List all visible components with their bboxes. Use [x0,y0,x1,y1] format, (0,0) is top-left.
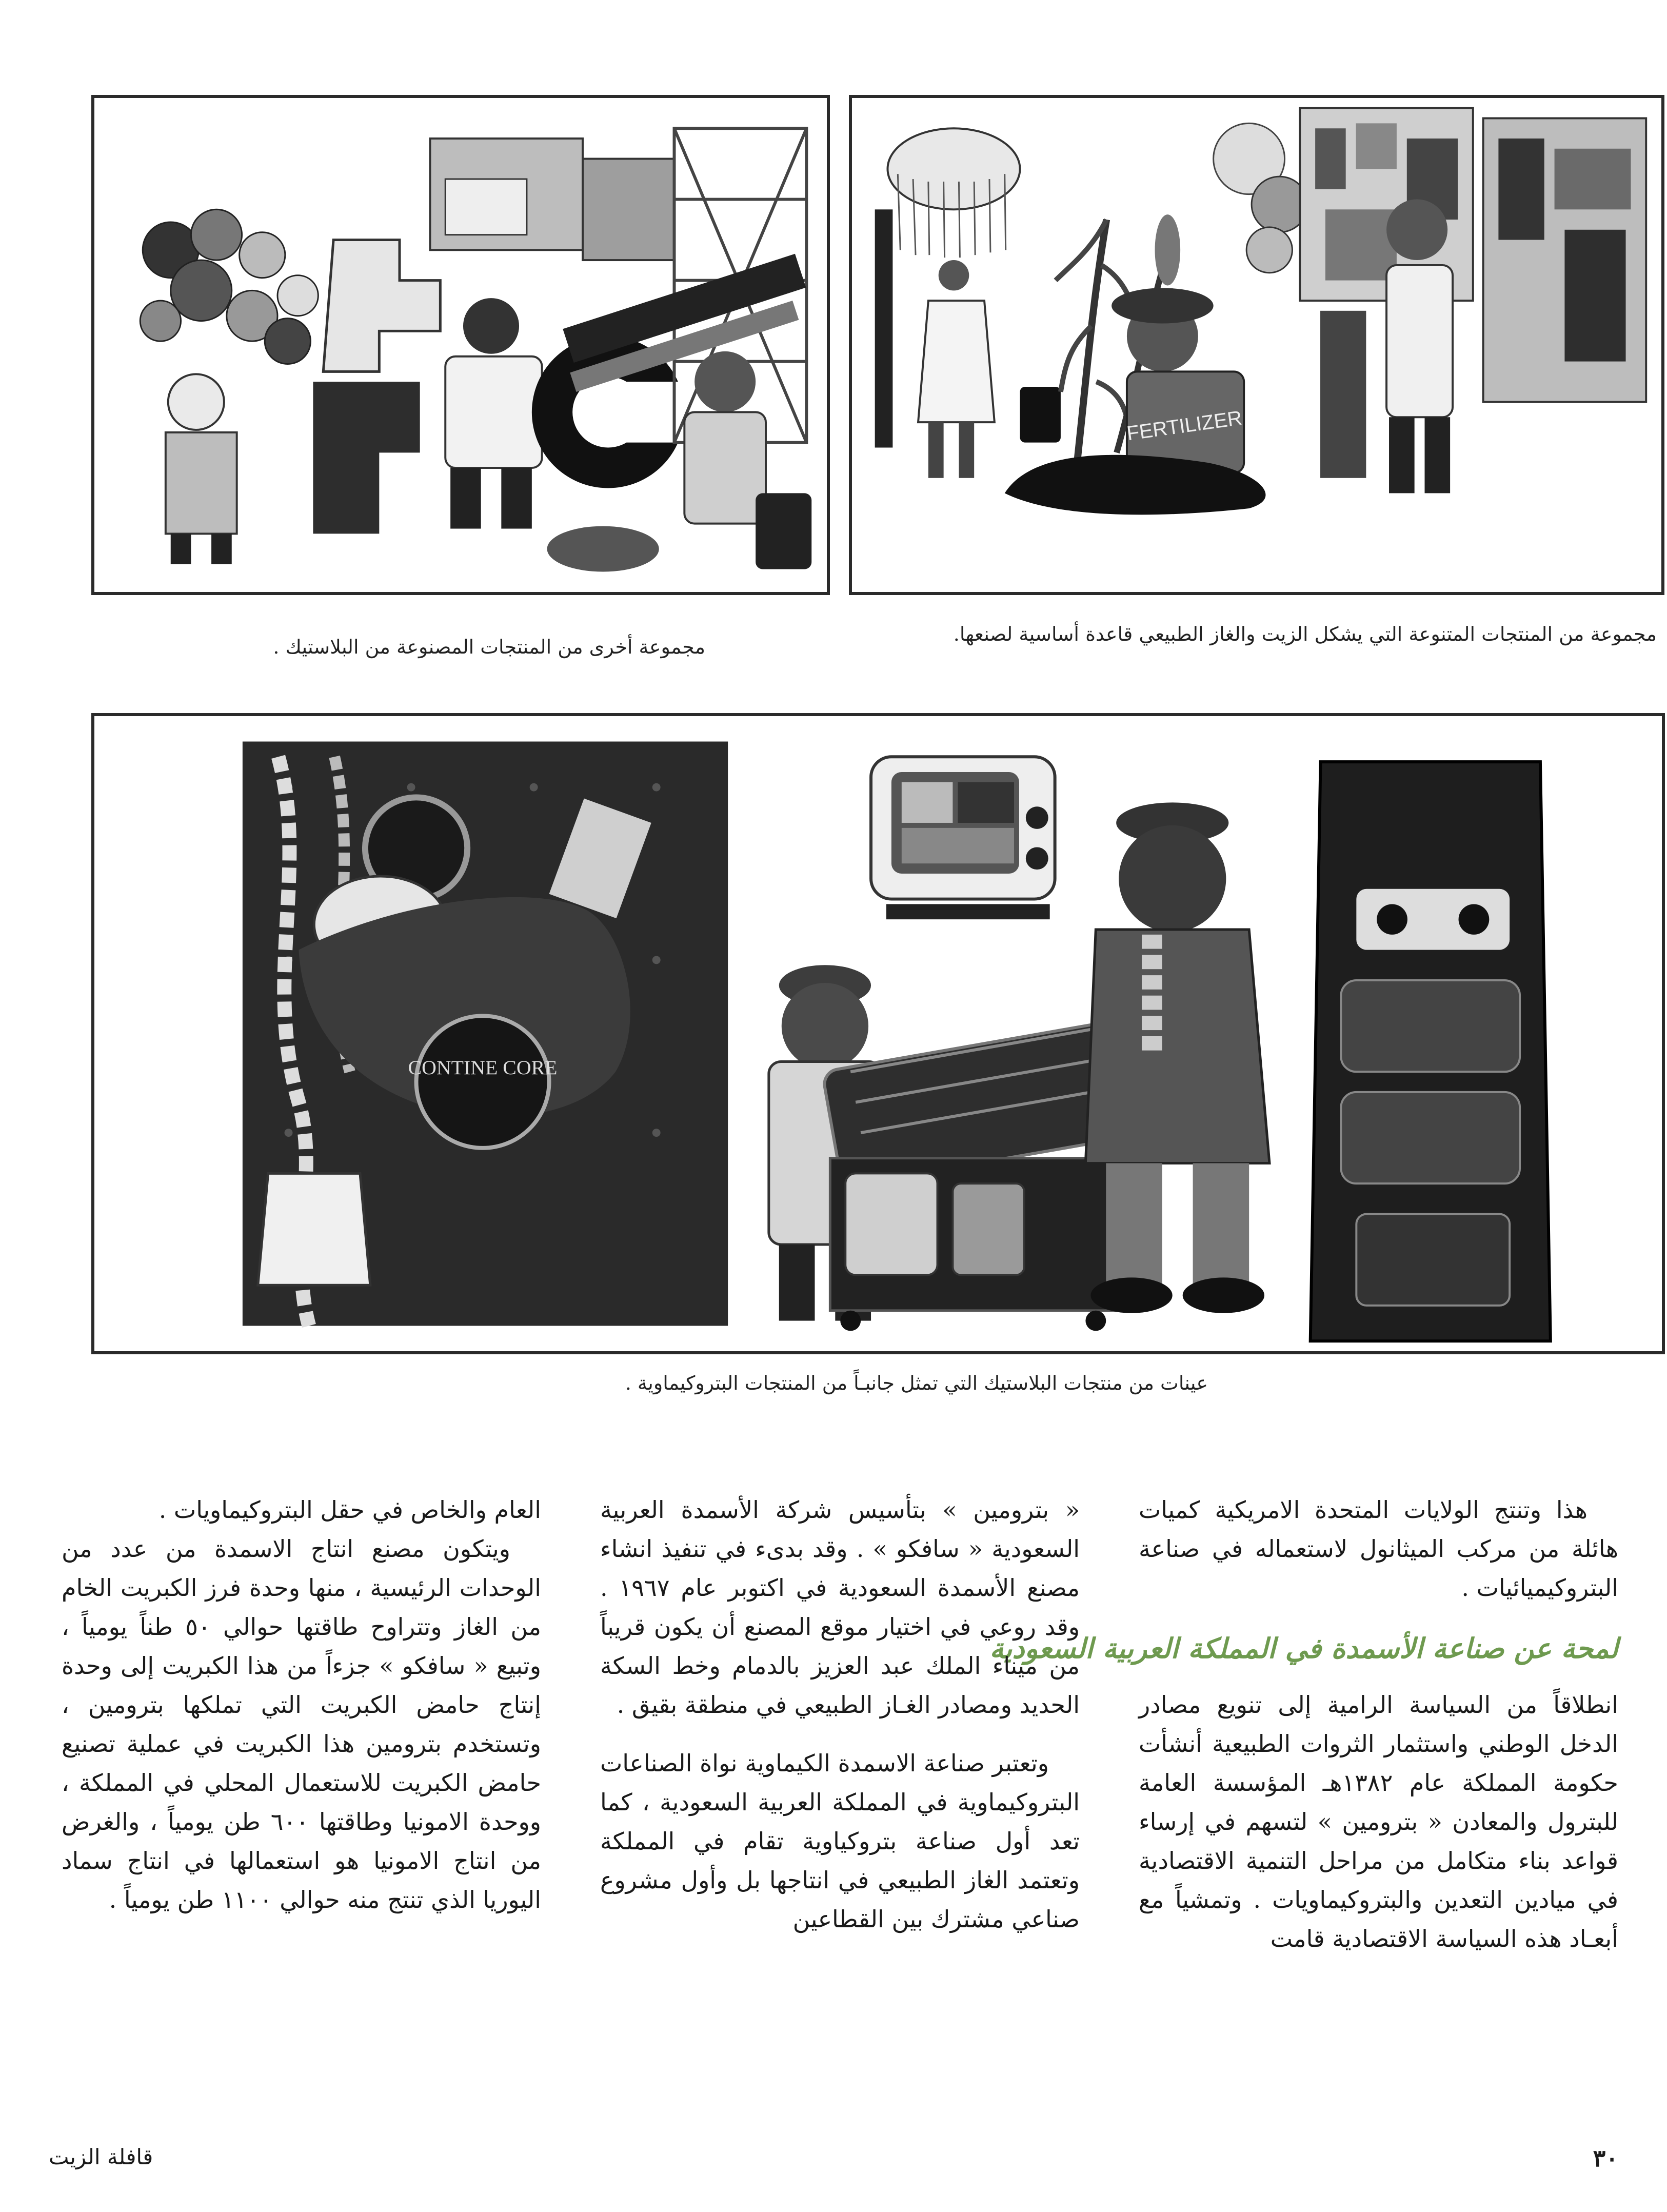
jacket-badge-text: CONTINE CORE [408,1056,558,1079]
caption-petrochemical-products: مجموعة من المنتجات المتنوعة التي يشكل الزيت والغاز الطبيعي قاعدة أساسية لصنعها. [953,623,1657,645]
illustration-graphic [94,716,1662,1351]
journal-name: قافلة الزيت [49,2144,153,2169]
column-middle [600,1490,1080,1939]
paragraph: انطلاقاً من السياسة الرامية إلى تنويع مصادر الدخل الوطني واستثمار الثروات الطبيعية أنشأت حكومة المملكة عام ١٣٨٢هـ المؤسسة العامة للبترول والمعادن « بترومين » لتسهم في إرساء قواعد بناء متكامل من مراحل التنمية الاقتصادية في ميادين التعدين والبتروكيماويات . وتمشياً مع أبعـاد هذه السياسة الاقتصادية قامت [1139,1691,1618,1952]
fertilizer-label: FERTILIZER [1125,406,1244,445]
caption-plastic-products: مجموعة أخرى من المنتجات المصنوعة من البلاستيك . [273,636,705,658]
page-number: ٣٠ [1593,2144,1618,2172]
column-left [62,1490,541,1919]
illustration-graphic [94,98,827,592]
paragraph: وتعتبر صناعة الاسمدة الكيماوية نواة الصناعات البتروكيماوية في المملكة العربية السعودية ، كما تعد أول صناعة بتروكياوية تقام في المملكة وتعتمد الغاز الطبيعي في انتاجها بل وأول مشروع صناعي مشترك بين القطاعين [600,1749,1080,1933]
illustration-graphic [852,98,1661,592]
illustration-petrochemical-products [849,95,1664,595]
illustration-plastic-samples [91,713,1665,1354]
illustration-plastic-products [91,95,830,595]
paragraph: هذا وتنتج الولايات المتحدة الامريكية كميات هائلة من مركب الميثانول لاستعماله في صناعة البتروكيميائيات . [1139,1496,1618,1602]
caption-plastic-samples: عينات من منتجات البلاستيك التي تمثل جانبـاً من المنتجات البتروكيماوية . [625,1372,1208,1394]
paragraph: « بترومين » بتأسيس شركة الأسمدة العربية السعودية « سافكو » . وقد بدىء في تنفيذ انشاء مصنع الأسمدة السعودية في اكتوبر عام ١٩٦٧ . وقد روعي في اختيار موقع المصنع أن يكون قريباً من ميناء الملك عبد العزيز بالدمام وخط السكة الحديد ومصادر الغـاز الطبيعي في منطقة بقيق . [600,1496,1080,1719]
paragraph: ويتكون مصنع انتاج الاسمدة من عدد من الوحدات الرئيسية ، منها وحدة فرز الكبريت الخام من الغاز وتتراوح طاقتها حوالي ٥٠ طناً يومياً ، وتبيع « سافكو » جزءاً من هذا الكبريت إلى وحدة إنتاج حامض الكبريت التي تملكها بترومين ، وتستخدم بترومين هذا الكبريت في عملية تصنيع حامض الكبريت للاستعمال المحلي في المملكة ، ووحدة الامونيا وطاقتها ٦٠٠ طن يومياً ، والغرض من انتاج الامونيا هو استعمالها في انتاج سماد اليوريا الذي تنتج منه حوالي ١١٠٠ طن يومياً . [62,1535,541,1913]
paragraph: العام والخاص في حقل البتروكيماويات . [158,1496,541,1524]
column-right [989,1490,1618,1958]
section-heading: لمحة عن صناعة الأسمدة في المملكة العربية السعودية [989,1632,1618,1665]
